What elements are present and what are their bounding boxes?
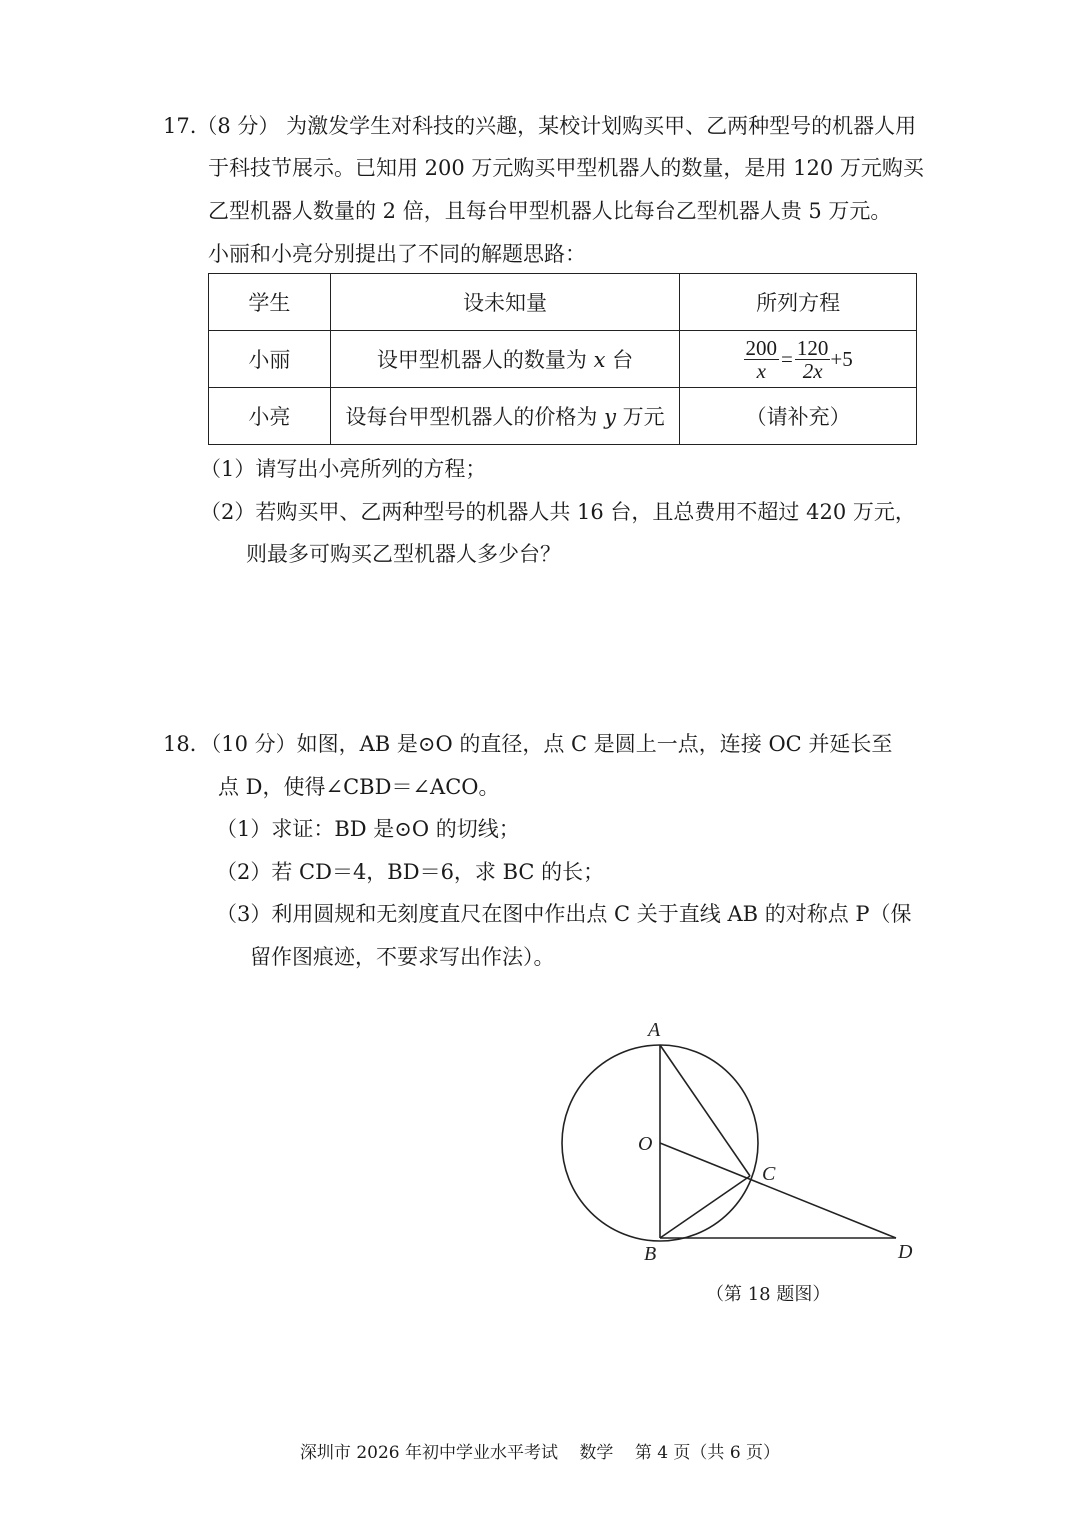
unknown-variable: y <box>604 405 616 429</box>
q18-line-2: 点 D，使得∠CBD＝∠ACO。 <box>218 775 500 799</box>
table-row <box>209 388 917 445</box>
unknown-unit: 台 <box>605 348 634 372</box>
figure-caption: （第 18 题图） <box>706 1284 831 1305</box>
equals-sign: = <box>781 347 793 371</box>
q18-line-1: 18．（10 分）如图，AB 是⊙O 的直径，点 C 是圆上一点，连接 OC 并延长至 <box>163 732 893 756</box>
q17-line-2: 于科技节展示。已知用 200 万元购买甲型机器人的数量，是用 120 万元购买 <box>208 156 924 180</box>
unknown-variable: x <box>593 348 606 372</box>
header-unknown: 设未知量 <box>330 274 679 331</box>
header-student: 学生 <box>209 274 331 331</box>
q17-sub-1: （1）请写出小亮所列的方程； <box>200 457 487 481</box>
unknown-text: 设甲型机器人的数量为 <box>376 348 587 372</box>
equation <box>744 337 853 382</box>
unknown-cell <box>330 331 679 388</box>
label-d: D <box>898 1241 913 1263</box>
student-name: 小丽 <box>209 331 331 388</box>
fraction-right <box>795 337 831 382</box>
equation-placeholder: （请补充） <box>680 388 917 445</box>
page-footer <box>0 1438 1080 1463</box>
student-name: 小亮 <box>209 388 331 445</box>
q18-sub-1: （1）求证：BD 是⊙O 的切线； <box>216 817 520 841</box>
label-a: A <box>648 1019 661 1041</box>
unknown-text: 设每台甲型机器人的价格为 <box>345 405 598 429</box>
solution-table <box>208 273 917 445</box>
label-o: O <box>638 1133 653 1155</box>
numerator: 120 <box>796 336 829 360</box>
denominator: 2x <box>802 359 823 383</box>
denominator: x <box>756 359 766 383</box>
numerator: 200 <box>745 336 778 360</box>
label-c: C <box>762 1163 776 1185</box>
q17-line-1: 17.（8 分） 为激发学生对科技的兴趣，某校计划购买甲、乙两种型号的机器人用 <box>163 114 917 138</box>
footer-subject: 数学 <box>579 1443 614 1463</box>
fraction-left <box>744 337 780 382</box>
unknown-unit: 万元 <box>615 405 665 429</box>
plus-term: +5 <box>830 347 853 371</box>
q18-sub-3-line-2: 留作图痕迹，不要求写出作法）。 <box>250 945 555 969</box>
circle-figure <box>540 1010 940 1280</box>
table-header-row <box>209 274 917 331</box>
header-equation: 所列方程 <box>680 274 917 331</box>
q18-sub-2: （2）若 CD＝4，BD＝6，求 BC 的长； <box>216 860 605 884</box>
segment-od <box>660 1143 896 1238</box>
q17-sub-2-line-2: 则最多可购买乙型机器人多少台？ <box>246 542 561 566</box>
label-b: B <box>644 1243 657 1265</box>
q17-line-4: 小丽和小亮分别提出了不同的解题思路： <box>208 242 586 266</box>
footer-exam-title: 深圳市 2026 年初中学业水平考试 <box>299 1443 558 1463</box>
q17-sub-2-line-1: （2）若购买甲、乙两种型号的机器人共 16 台，且总费用不超过 420 万元， <box>200 500 916 524</box>
table-row <box>209 331 917 388</box>
unknown-cell <box>330 388 679 445</box>
equation-cell <box>680 331 917 388</box>
segment-ac <box>660 1045 750 1176</box>
footer-page-number: 第 4 页（共 6 页） <box>634 1443 781 1463</box>
q18-sub-3-line-1: （3）利用圆规和无刻度直尺在图中作出点 C 关于直线 AB 的对称点 P（保 <box>216 902 912 926</box>
q17-line-3: 乙型机器人数量的 2 倍，且每台甲型机器人比每台乙型机器人贵 5 万元。 <box>208 199 892 223</box>
segment-bc <box>660 1176 750 1238</box>
